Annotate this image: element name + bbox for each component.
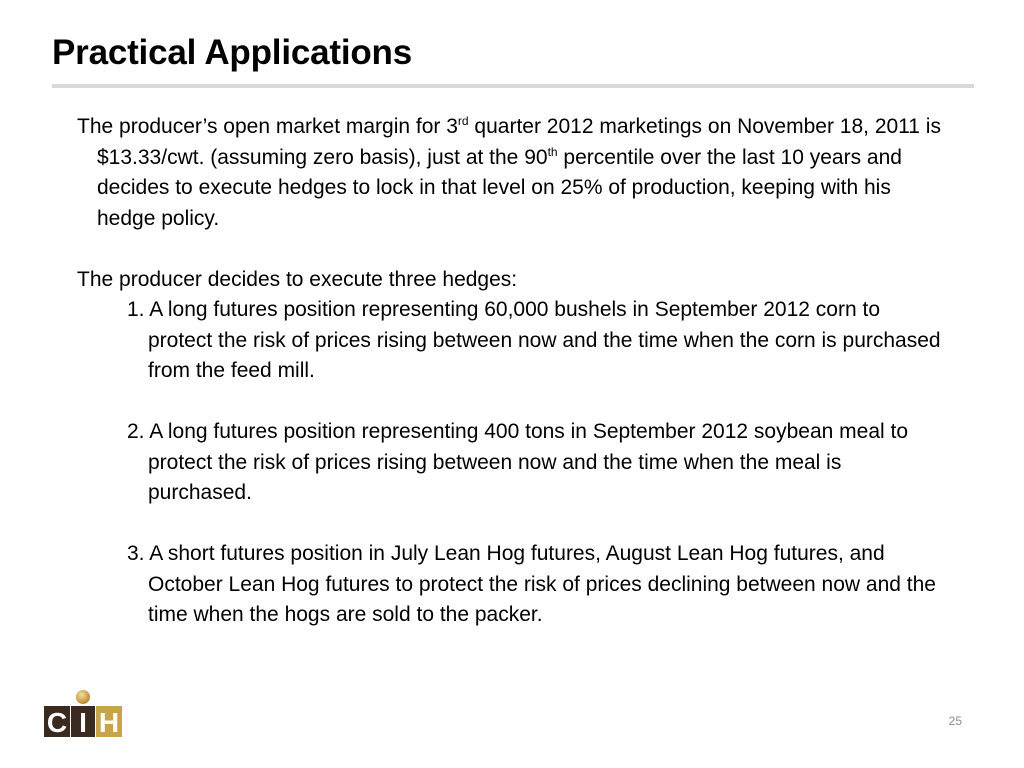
hedge-item-1: 1. A long futures position representing 60,000 bushels in September 2012 corn to protect the risk of prices rising between now and the time when the corn is purchased from the feed mill. [127,298,941,382]
slide-body [77,112,947,631]
intro-paragraph [77,112,947,234]
page-number: 25 [948,714,962,728]
intro-superscript-rd: rd [457,114,469,128]
intro-text-part1: The producer’s open market margin for 3 [77,115,458,138]
hedge-item-2: 2. A long futures position representing 400 tons in September 2012 soybean meal to protect the risk of prices rising between now and the time when the meal is purchased. [127,420,909,504]
hedge-list [77,295,947,631]
title-divider [52,84,974,88]
hedge-item-3: 3. A short futures position in July Lean Hog futures, August Lean Hog futures, and October Lean Hog futures to protect the risk of prices declining between now and the time when the hogs are sold to the packer. [127,542,936,626]
intro-text-part3: percentile over the last 10 years and decides to execute hedges to lock in that level on 25% of production, keeping with his hedge policy. [97,145,902,230]
logo-letter-i: I [79,707,87,738]
slide-title: Practical Applications [52,33,412,72]
logo-letter-c: C [46,707,68,738]
intro-superscript-th: th [547,144,558,159]
cih-logo [44,688,122,740]
paragraph-spacer [77,234,947,265]
logo-dot-icon [76,690,90,704]
hedges-intro: The producer decides to execute three hedges: [77,267,518,291]
logo-letter-h: H [98,707,120,738]
intro-text-part2: quarter 2012 marketings on November 18, 2011 is $13.33/cwt. (assuming zero basis), just at the 90 [97,115,941,169]
